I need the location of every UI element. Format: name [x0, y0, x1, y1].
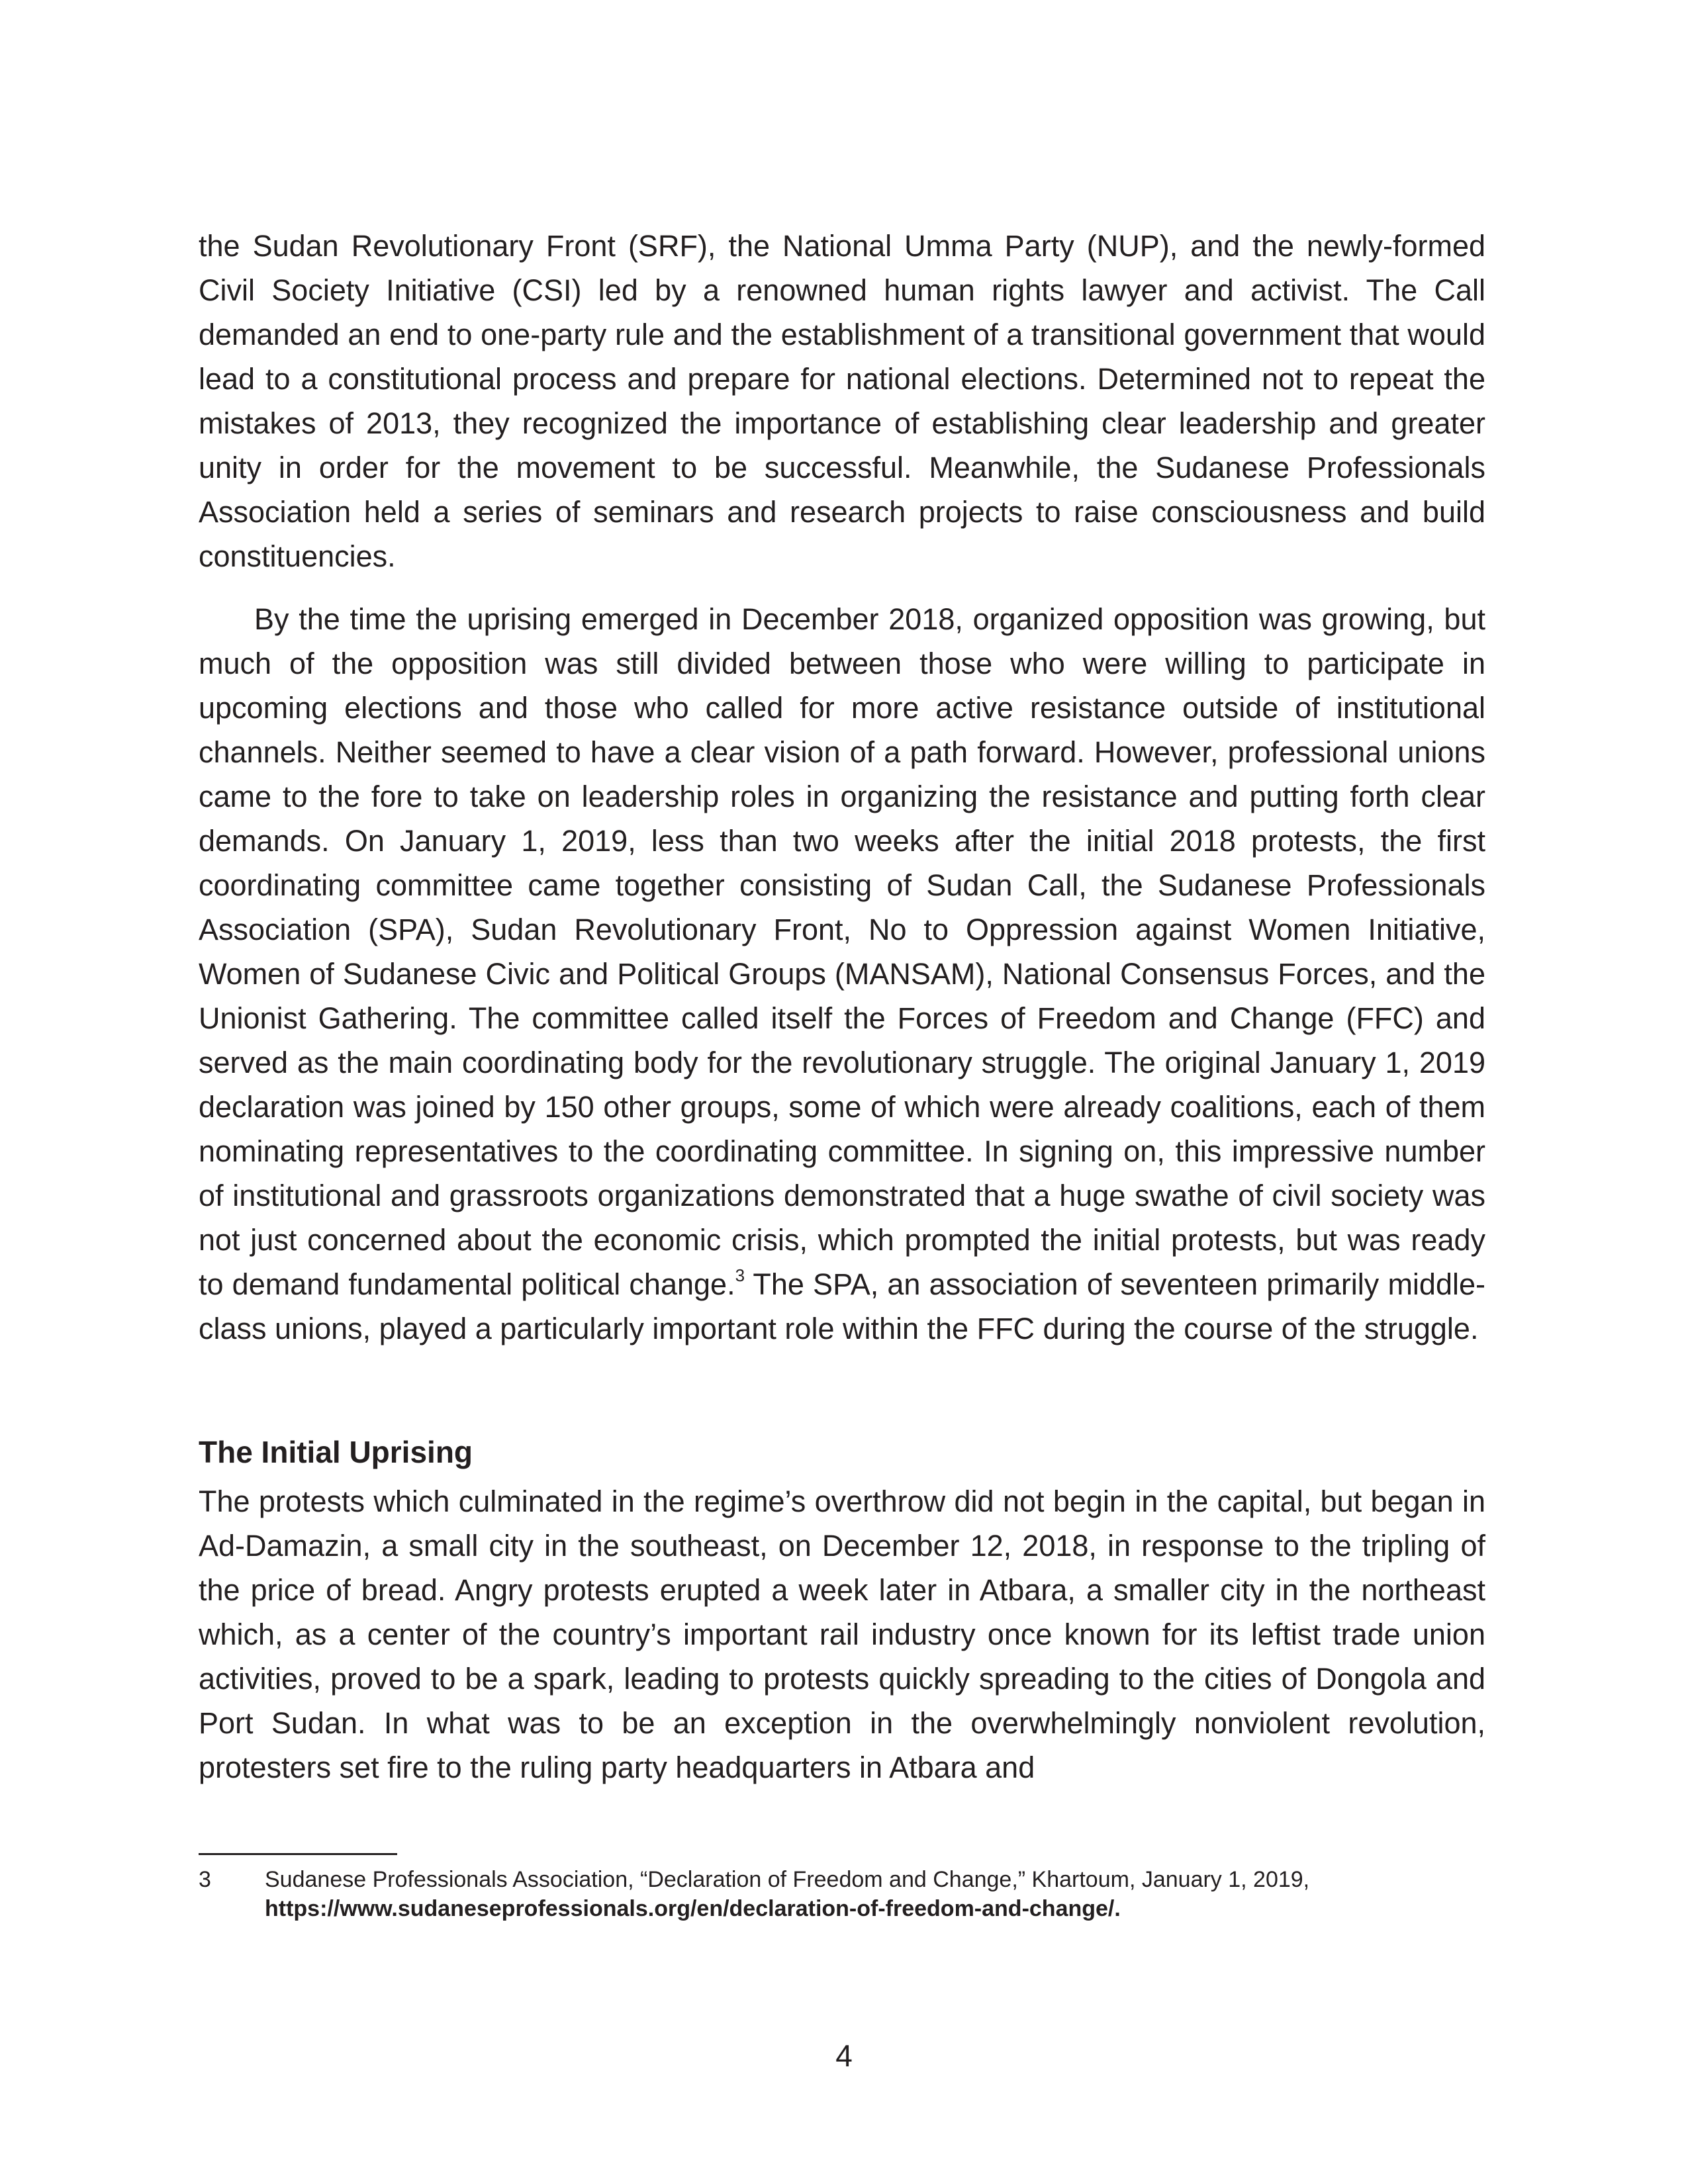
footnote-link[interactable]: https://www.sudaneseprofessionals.org/en/declaration-of-freedom-and-change/. — [265, 1896, 1121, 1921]
footnote-reference[interactable]: 3 — [735, 1265, 745, 1285]
paragraph-text: the Sudan Revolutionary Front (SRF), the National Umma Party (NUP), and the newly-formed Civil Society Initiative (CSI) led by a renowned human rights lawyer and activist. The Call demanded an end to one-party rule and the establishment of a transitional government that would lead to a constitutional process and prepare for national elections. Determined not to repeat the mistakes of 2013, they recognized the importance of establishing clear leadership and greater unity in order for the movement to be successful. Meanwhile, the Sudanese Professionals Association held a series of seminars and research projects to raise consciousness and build constituencies. — [199, 229, 1485, 573]
footnote-number: 3 — [199, 1867, 211, 1892]
footnote-citation: Sudanese Professionals Association, “Declaration of Freedom and Change,” Khartoum, January 1, 2019, — [265, 1867, 1310, 1892]
page-number: 4 — [835, 2038, 853, 2073]
paragraph-text: The protests which culminated in the regime’s overthrow did not begin in the capital, but began in Ad-Damazin, a small city in the southeast, on December 12, 2018, in response to the tripling of the price of bread. Angry protests erupted a week later in Atbara, a smaller city in the northeast which, as a center of the country’s important rail industry once known for its leftist trade union activities, proved to be a spark, leading to protests quickly spreading to the cities of Dongola and Port Sudan. In what was to be an exception in the overwhelmingly nonviolent revolution, protesters set fire to the ruling party headquarters in Atbara and — [199, 1484, 1485, 1784]
paragraph-text-continued: The SPA, an association of seventeen primarily middle-class unions, played a particularly important role within the FFC during the course of the struggle. — [199, 1267, 1485, 1345]
footnote-text-block — [265, 1865, 1485, 1923]
footnote-divider — [199, 1853, 397, 1855]
body-paragraph — [199, 224, 1485, 578]
body-paragraph — [199, 597, 1485, 1351]
body-paragraph — [199, 1479, 1485, 1790]
paragraph-text: By the time the uprising emerged in December 2018, organized opposition was growing, but much of the opposition was still divided between those who were willing to participate in upcoming elections and those who called for more active resistance outside of institutional channels. Neither seemed to have a clear vision of a path forward. However, professional unions came to the fore to take on leadership roles in organizing the resistance and putting forth clear demands. On January 1, 2019, less than two weeks after the initial 2018 protests, the first coordinating committee came together consisting of Sudan Call, the Sudanese Professionals Association (SPA), Sudan Revolutionary Front, No to Oppression against Women Initiative, Women of Sudanese Civic and Political Groups (MANSAM), National Consensus Forces, and the Unionist Gathering. The committee called itself the Forces of Freedom and Change (FFC) and served as the main coordinating body for the revolutionary struggle. The original January 1, 2019 declaration was joined by 150 other groups, some of which were already coalitions, each of them nominating representatives to the coordinating committee. In signing on, this impressive number of institutional and grassroots organizations demonstrated that a huge swathe of civil society was not just concerned about the economic crisis, which prompted the initial protests, but was ready to demand fundamental political change. — [199, 602, 1485, 1301]
section-heading: The Initial Uprising — [199, 1435, 473, 1469]
